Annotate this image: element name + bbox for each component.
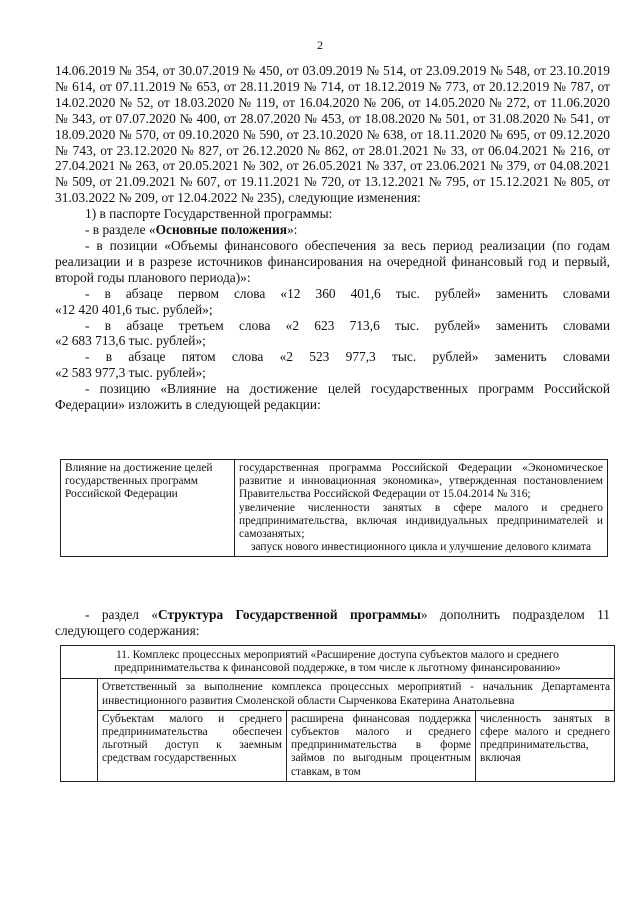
influence-table [60,459,608,557]
influence-label-cell: Влияние на достижение целей государственных программ Российской Федерации [61,460,235,557]
indicator-cell: численность занятых в сфере малого и среднего предпринимательства, включая [476,710,615,781]
indent-cell [61,710,98,781]
replacement-1-line1: - в абзаце первом слова «12 360 401,6 тыс. рублей» заменить словами [85,285,610,301]
table-row [61,710,615,781]
section-intro: - в разделе «Основные положения»: [85,222,298,238]
structure-section-name: Структура Государственной программы [158,607,421,622]
influence-item: запуск нового инвестиционного цикла и улучшение делового климата [250,541,592,554]
section-name: Основные положения [155,222,287,238]
table-row [61,646,615,679]
task-cell: Субъектам малого и среднего предпринимательства обеспечен льготный доступ к заемным средствам государственных [98,710,287,781]
responsible-cell: Ответственный за выполнение комплекса процессных мероприятий - начальник Департамента инвестиционного развития Смоленской области Сырченкова Екатерина Анатольевна [98,679,615,710]
influence-item: увеличение численности занятых в сфере малого и среднего предпринимательства, включая индивидуальных предпринимателей и самозанятых; [239,501,603,541]
replacement-2-line1: - в абзаце третьем слова «2 623 713,6 тыс. рублей» заменить словами [85,317,610,333]
replacement-2-line2: «2 683 713,6 тыс. рублей»; [55,333,206,349]
page-number: 2 [317,38,323,52]
complex-table [60,645,615,782]
replacement-3-line1: - в абзаце пятом слова «2 523 977,3 тыс. рублей» заменить словами [85,349,610,365]
replacement-3-line2: «2 583 977,3 тыс. рублей»; [55,365,206,381]
table-row [61,679,615,710]
table-row [61,460,608,557]
influence-paragraph: - позицию «Влияние на достижение целей государственных программ Российской Федерации» изложить в следующей редакции: [55,381,610,413]
structure-paragraph: - раздел «Структура Государственной программы» дополнить подразделом 11 следующего содержания: [55,607,610,638]
complex-title-cell: 11. Комплекс процессных мероприятий «Расширение доступа субъектов малого и среднего предпринимательства к финансовой поддержке, в том числе к льготному финансированию» [61,646,615,679]
influence-content-cell [235,460,608,557]
indent-cell [61,679,98,710]
structure-text-block [55,607,610,639]
body-text [55,63,610,413]
influence-item: государственная программа Российской Федерации «Экономическое развитие и инновационная экономика», утвержденная постановлением Правительства Российской Федерации от 15.04.2014 № 316; [239,462,603,501]
replacement-1-line2: «12 420 401,6 тыс. рублей»; [55,301,213,317]
passport-heading: 1) в паспорте Государственной программы: [85,206,333,222]
position-paragraph: - в позиции «Объемы финансового обеспечения за весь период реализации (по годам реализации и в разрезе источников финансирования на очередной финансовый год и первый, второй годы планового периода)»: [55,237,610,285]
amendment-list-paragraph: 14.06.2019 № 354, от 30.07.2019 № 450, от 03.09.2019 № 514, от 23.09.2019 № 548, от 23.10.2019 № 614, от 07.11.2019 № 653, от 28.11.2019 № 714, от 18.12.2019 № 773, от 20.12.2019 № 787, от 14.02.2020 № 52, от 18.03.2020 № 119, от 16.04.2020 № 206, от 14.05.2020 № 272, от 11.06.2020 № 343, от 07.07.2020 № 400, от 28.07.2020 № 453, от 18.08.2020 № 501, от 31.08.2020 № 541, от 18.09.2020 № 570, от 09.10.2020 № 590, от 23.10.2020 № 638, от 18.11.2020 № 695, от 09.12.2020 № 743, от 23.12.2020 № 827, от 26.12.2020 № 862, от 28.01.2021 № 33, от 06.04.2021 № 216, от 27.04.2021 № 263, от 20.05.2021 № 302, от 26.05.2021 № 337, от 23.06.2021 № 379, от 04.08.2021 № 509, от 21.09.2021 № 607, от 19.11.2021 № 720, от 13.12.2021 № 795, от 15.12.2021 № 805, от 31.03.2022 № 209, от 12.04.2022 № 235), следующие изменения: [55,63,610,206]
effect-cell: расширена финансовая поддержка субъектов малого и среднего предпринимательства в форме займов по выгодным процентным ставкам, в том [287,710,476,781]
